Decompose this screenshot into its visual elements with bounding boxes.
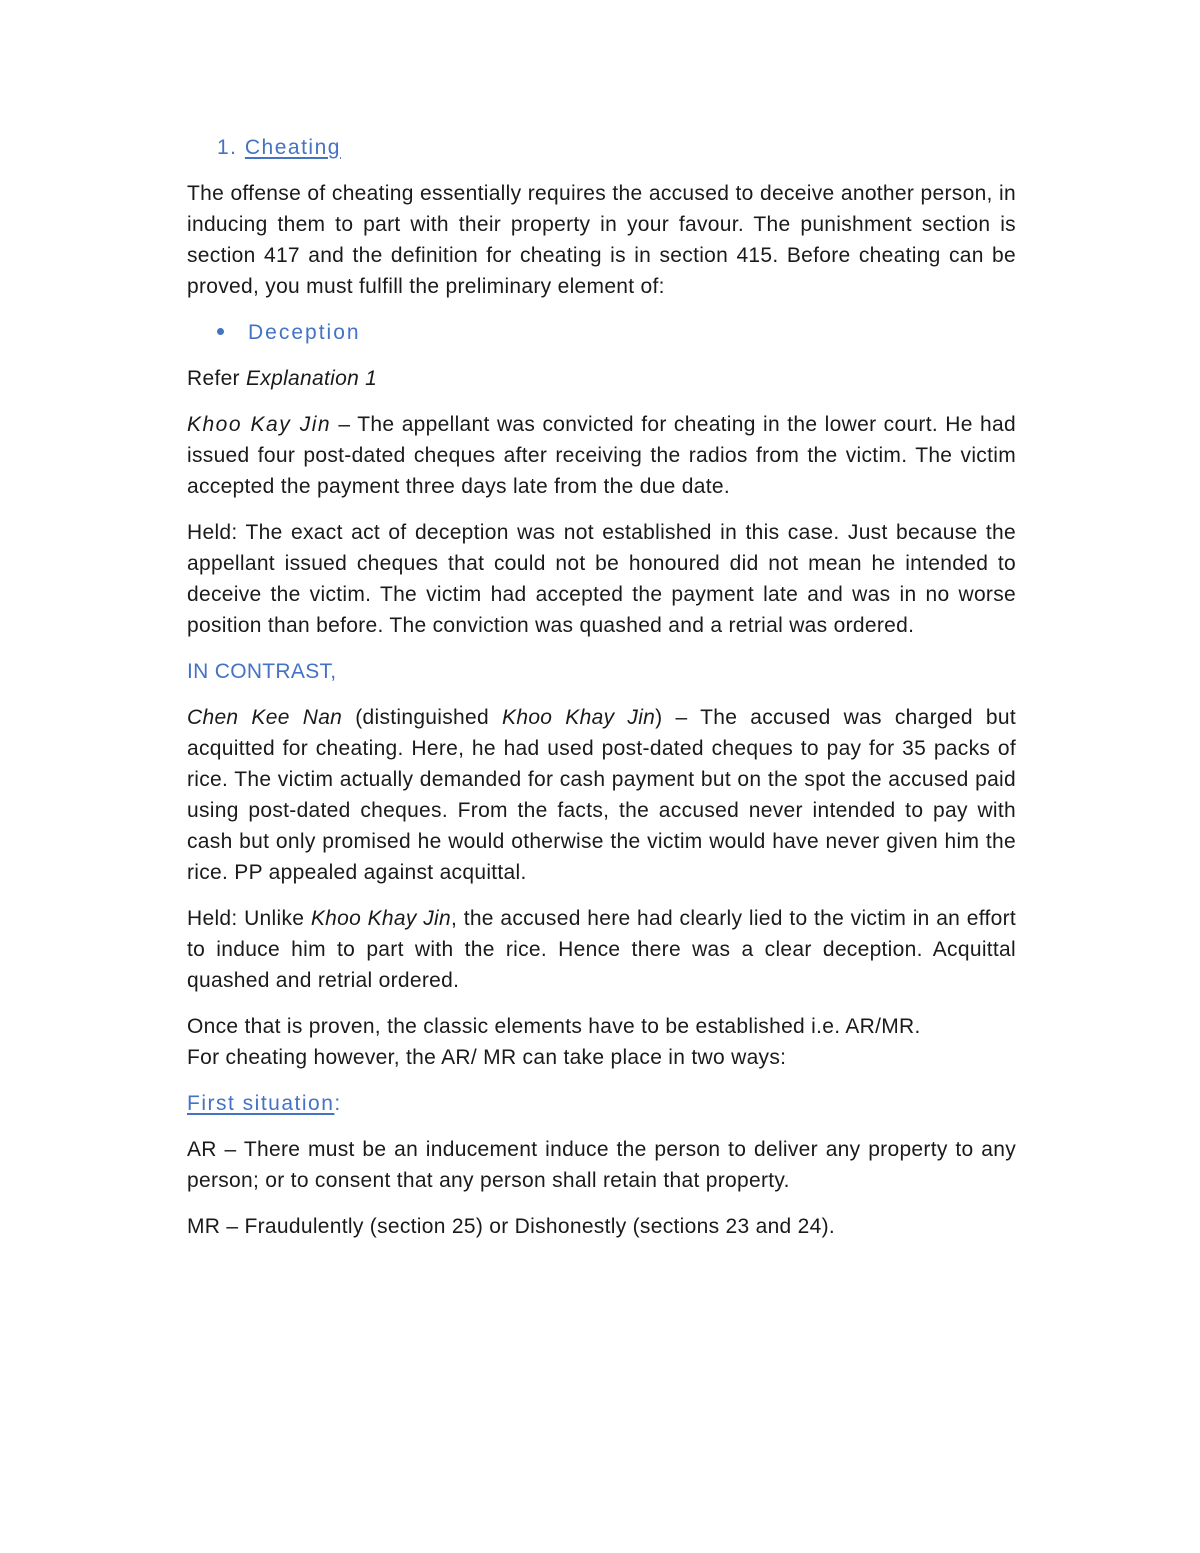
held2-text: , the accused here had clearly lied to the victim in an effort to induce him to part with the rice. Hence there was a clear deception. Acquittal quashed and retrial ordered. xyxy=(187,907,1016,992)
first-situation-colon: : xyxy=(334,1092,341,1115)
refer-prefix: Refer xyxy=(187,367,246,390)
heading-title: Cheating xyxy=(244,136,341,159)
contrast-heading: IN CONTRAST, xyxy=(187,660,337,683)
refer-paragraph xyxy=(187,363,1016,394)
heading-number: 1. xyxy=(217,136,238,159)
first-situation-heading xyxy=(187,1088,1016,1119)
first-situation-label: First situation xyxy=(187,1092,335,1115)
bullet-label: Deception xyxy=(248,321,361,344)
case1-paragraph xyxy=(187,409,1016,502)
bullet-deception xyxy=(217,317,1016,348)
case2-name: Chen Kee Nan xyxy=(187,706,343,729)
held1-paragraph: Held: The exact act of deception was not established in this case. Just because the appellant issued cheques that could not be honoured did not mean he intended to deceive the victim. The victim had accepted the payment late and was in no worse position than before. The conviction was quashed and a retrial was ordered. xyxy=(187,521,1016,637)
held2-prefix: Held: Unlike xyxy=(187,907,311,930)
mr-paragraph: MR – Fraudulently (section 25) or Dishonestly (sections 23 and 24). xyxy=(187,1215,836,1238)
document-page xyxy=(187,132,1016,1257)
case2-text: ) – The accused was charged but acquitted for cheating. Here, he had used post-dated cheques to pay for 35 packs of rice. The victim actually demanded for cash payment but on the spot the accused paid using post-dated cheques. From the facts, the accused never intended to pay with cash but only promised he would otherwise the victim would have never given him the rice. PP appealed against acquittal. xyxy=(187,706,1016,884)
case2-mid: (distinguished xyxy=(342,706,503,729)
case1-name: Khoo Kay Jin xyxy=(187,413,332,436)
elements-line2: For cheating however, the AR/ MR can take place in two ways: xyxy=(187,1046,787,1069)
held2-paragraph xyxy=(187,903,1016,996)
elements-line1: Once that is proven, the classic elements have to be established i.e. AR/MR. xyxy=(187,1015,921,1038)
case1-text: – The appellant was convicted for cheating in the lower court. He had issued four post-dated cheques after receiving the radios from the victim. The victim accepted the payment three days late from the due date. xyxy=(187,413,1016,498)
case2-paragraph xyxy=(187,702,1016,888)
elements-paragraph xyxy=(187,1011,1016,1073)
refer-explanation: Explanation 1 xyxy=(246,367,378,390)
intro-paragraph: The offense of cheating essentially requires the accused to deceive another person, in inducing them to part with their property in your favour. The punishment section is section 417 and the definition for cheating is in section 415. Before cheating can be proved, you must fulfill the preliminary element of: xyxy=(187,182,1016,298)
held2-ref: Khoo Khay Jin xyxy=(310,907,451,930)
ar-paragraph: AR – There must be an inducement induce the person to deliver any property to any person; or to consent that any person shall retain that property. xyxy=(187,1138,1016,1192)
case2-ref: Khoo Khay Jin xyxy=(502,706,656,729)
section-heading xyxy=(217,132,1016,163)
bullet-dot-icon xyxy=(217,328,224,335)
